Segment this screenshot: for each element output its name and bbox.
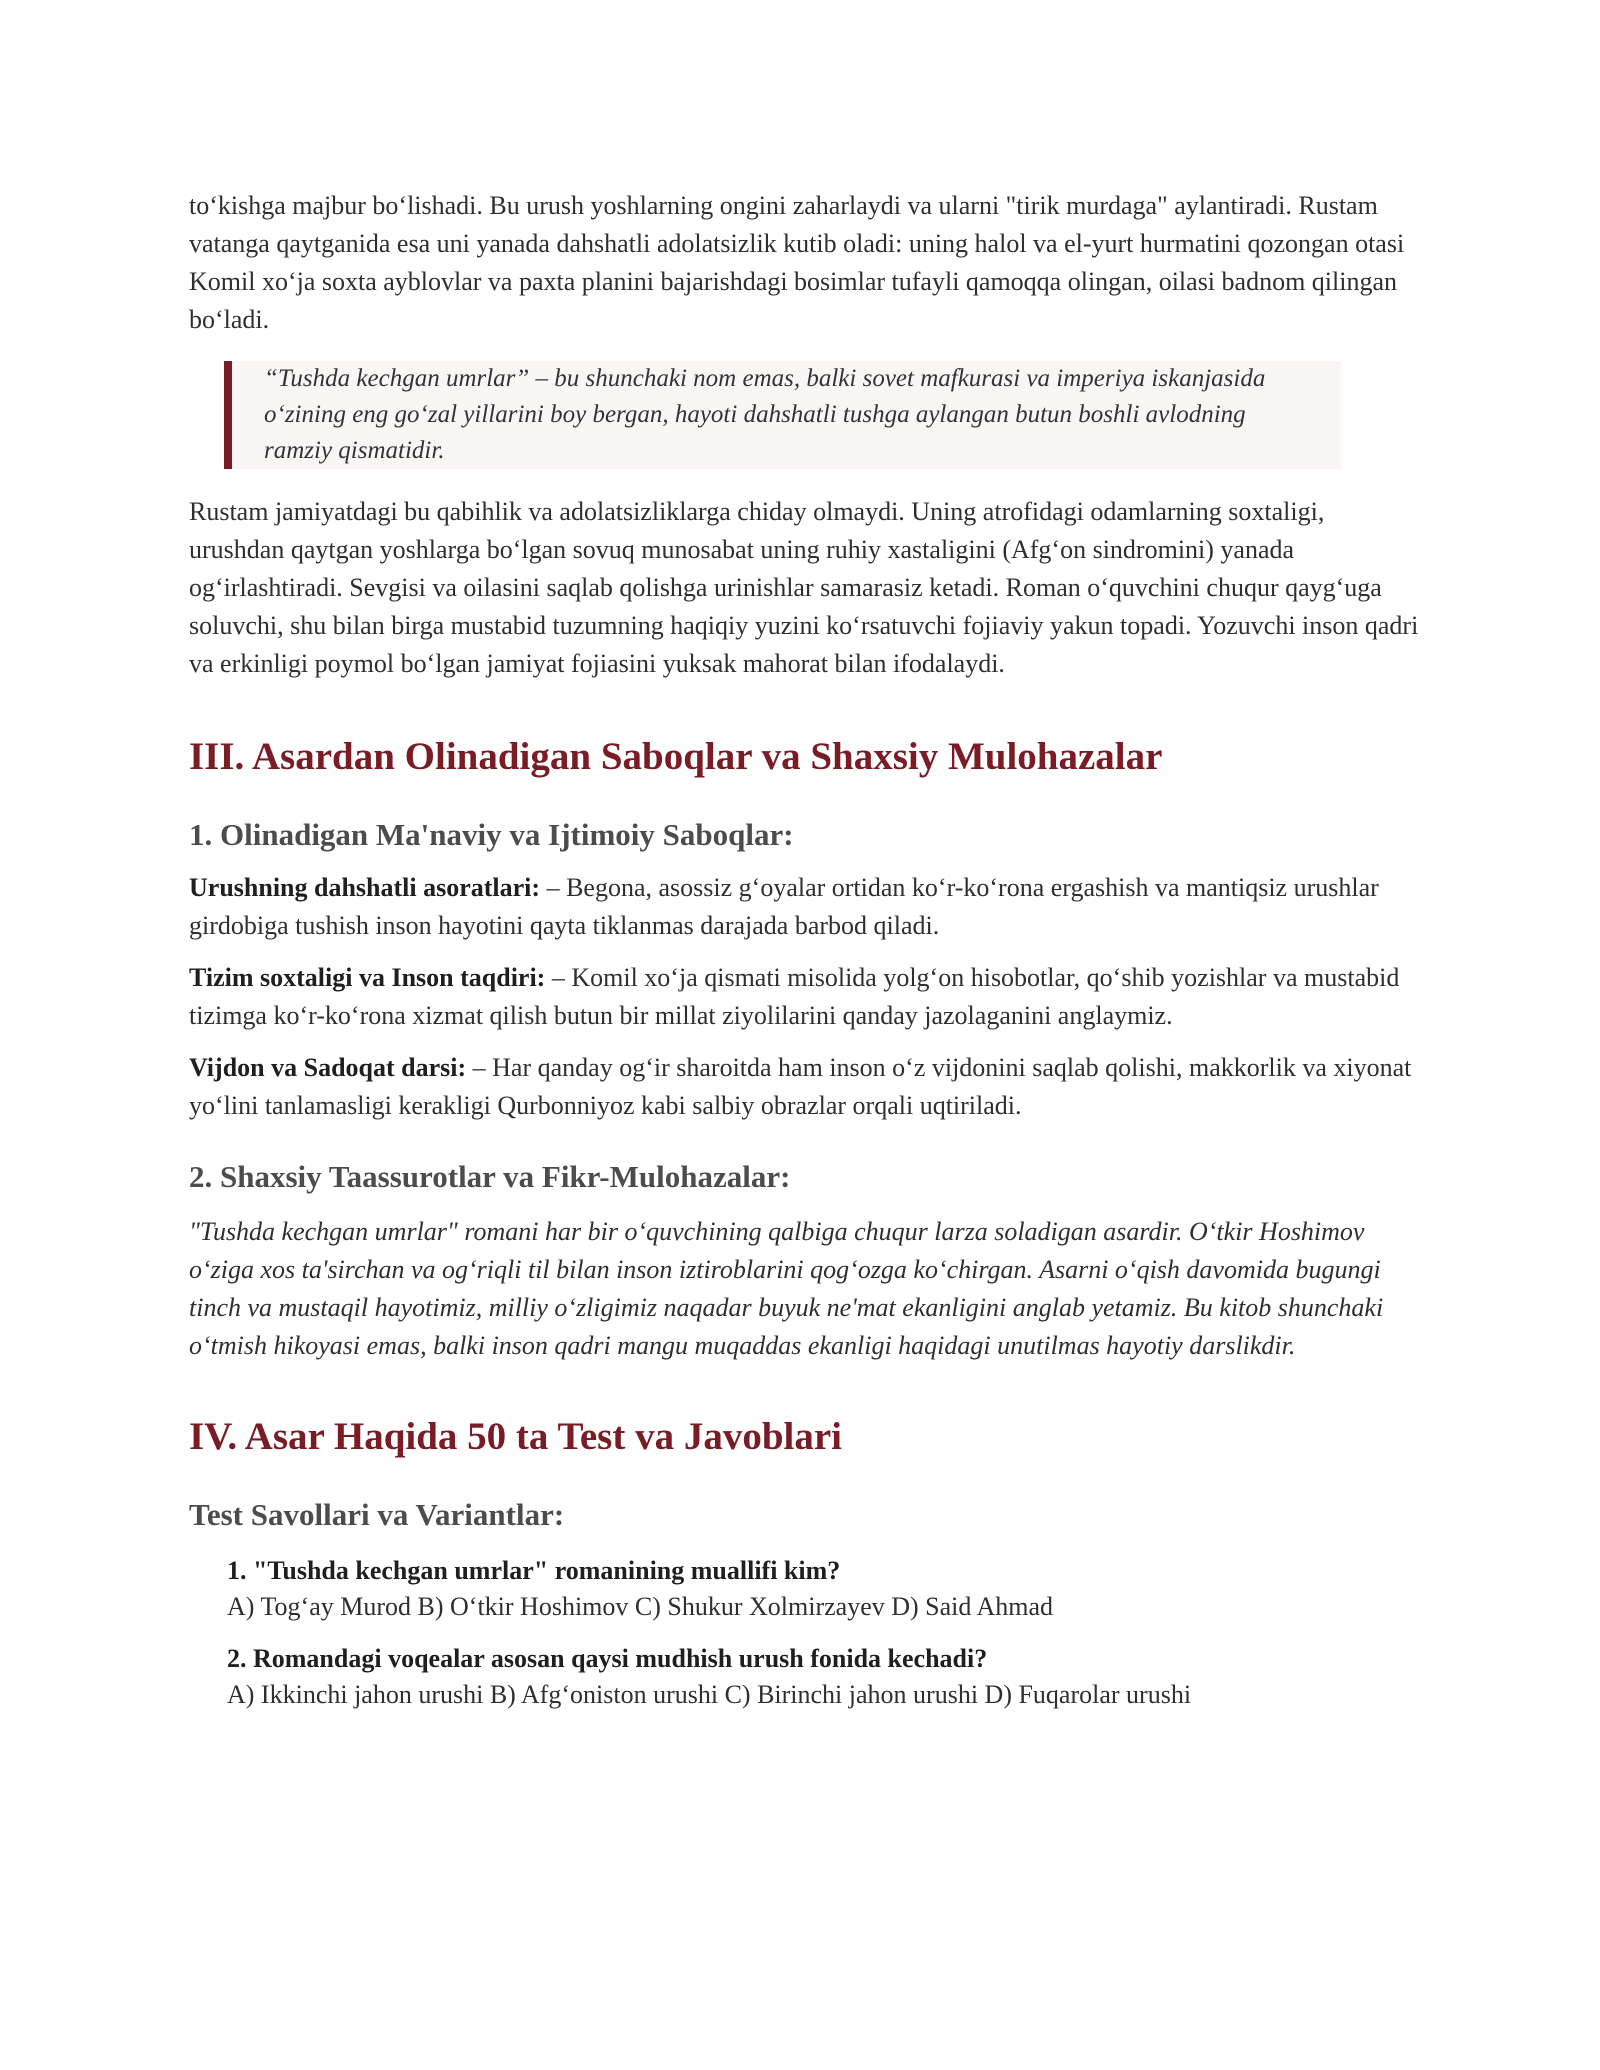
- pull-quote: [224, 361, 1341, 469]
- pull-quote-text: “Tushda kechgan umrlar” – bu shunchaki nom emas, balki sovet mafkurasi va imperiya iskanjasida o‘zining eng go‘zal yillarini boy bergan, hayoti dahshatli tushga aylangan butun boshli avlodning ramziy qismatidir.: [264, 365, 1266, 464]
- lesson-item-text: – Komil xo‘ja qismati misolida yolg‘on hisobotlar, qo‘shib yozishlar va mustabid tizimga ko‘r-ko‘rona xizmat qilish butun bir millat ziyolilarini qanday jazolaganini anglaymiz.: [189, 963, 1400, 1030]
- test-section-subtitle: Test Savollari va Variantlar:: [189, 1497, 565, 1532]
- lesson-item: [189, 869, 1419, 945]
- section-3-heading: III. Asardan Olinadigan Saboqlar va Shaxsiy Mulohazalar: [189, 735, 1163, 778]
- test-item: [227, 1553, 1419, 1625]
- test-options: A) Ikkinchi jahon urushi B) Afg‘oniston urushi C) Birinchi jahon urushi D) Fuqarolar urushi: [227, 1680, 1192, 1709]
- lesson-item-label: Vijdon va Sadoqat darsi:: [189, 1053, 467, 1082]
- subsection-3-2-heading: 2. Shaxsiy Taassurotlar va Fikr-Mulohazalar:: [189, 1159, 791, 1194]
- lesson-item-label: Tizim soxtaligi va Inson taqdiri:: [189, 963, 546, 992]
- second-paragraph: Rustam jamiyatdagi bu qabihlik va adolatsizliklarga chiday olmaydi. Uning atrofidagi odamlarning soxtaligi, urushdan qaytgan yoshlarga bo‘lgan sovuq munosabat uning ruhiy xastaligini (Afg‘on sindromini) yanada og‘irlashtiradi. Sevgisi va oilasini saqlab qolishga urinishlar samarasiz ketadi. Roman o‘quvchini chuqur qayg‘uga soluvchi, shu bilan birga mustabid tuzumning haqiqiy yuzini ko‘rsatuvchi fojiaviy yakun topadi. Yozuvchi inson qadri va erkinligi poymol bo‘lgan jamiyat fojiasini yuksak mahorat bilan ifodalaydi.: [189, 497, 1419, 678]
- section-4-heading: IV. Asar Haqida 50 ta Test va Javoblari: [189, 1415, 843, 1458]
- test-question: 1. "Tushda kechgan umrlar" romanining muallifi kim?: [227, 1556, 841, 1585]
- lesson-item-text: – Begona, asossiz g‘oyalar ortidan ko‘r-ko‘rona ergashish va mantiqsiz urushlar girdobiga tushish inson hayotini qayta tiklanmas darajada barbod qiladi.: [189, 873, 1379, 940]
- document-page: [189, 187, 1419, 1713]
- subsection-3-1-heading: 1. Olinadigan Ma'naviy va Ijtimoiy Saboqlar:: [189, 817, 794, 852]
- intro-paragraph: to‘kishga majbur bo‘lishadi. Bu urush yoshlarning ongini zaharlaydi va ularni "tirik murdaga" aylantiradi. Rustam vatanga qaytganida esa uni yanada dahshatli adolatsizlik kutib oladi: uning halol va el-yurt hurmatini qozongan otasi Komil xo‘ja soxta ayblovlar va paxta planini bajarishdagi bosimlar tufayli qamoqqa olingan, oilasi badnom qilingan bo‘ladi.: [189, 191, 1405, 334]
- test-options: A) Tog‘ay Murod B) O‘tkir Hoshimov C) Shukur Xolmirzayev D) Said Ahmad: [227, 1592, 1053, 1621]
- lesson-item: [189, 1049, 1419, 1125]
- lesson-item-text: – Har qanday og‘ir sharoitda ham inson o‘z vijdonini saqlab qolishi, makkorlik va xiyonat yo‘lini tanlamasligi kerakligi Qurbonniyoz kabi salbiy obrazlar orqali uqtiriladi.: [189, 1053, 1412, 1120]
- test-question: 2. Romandagi voqealar asosan qaysi mudhish urush fonida kechadi?: [227, 1644, 988, 1673]
- test-list: [227, 1553, 1419, 1713]
- personal-impressions-paragraph: "Tushda kechgan umrlar" romani har bir o‘quvchining qalbiga chuqur larza soladigan asardir. O‘tkir Hoshimov o‘ziga xos ta'sirchan va og‘riqli til bilan inson iztiroblarini qog‘ozga ko‘chirgan. Asarni o‘qish davomida bugungi tinch va mustaqil hayotimiz, milliy o‘zligimiz naqadar buyuk ne'mat ekanligini anglab yetamiz. Bu kitob shunchaki o‘tmish hikoyasi emas, balki inson qadri mangu muqaddas ekanligi haqidagi unutilmas hayotiy darslikdir.: [189, 1217, 1384, 1360]
- test-item: [227, 1641, 1419, 1713]
- lesson-item: [189, 959, 1419, 1035]
- lesson-item-label: Urushning dahshatli asoratlari:: [189, 873, 541, 902]
